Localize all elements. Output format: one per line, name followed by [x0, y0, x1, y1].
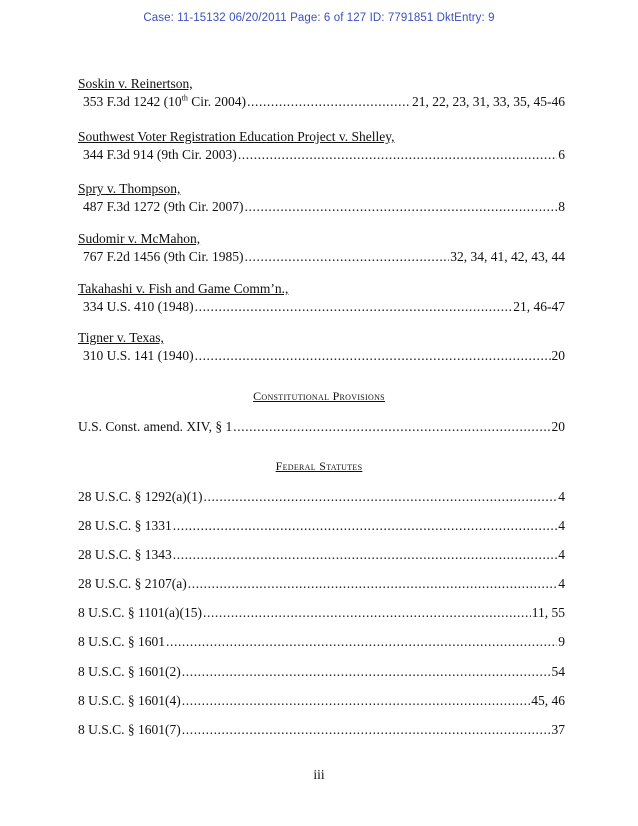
page-references: 32, 34, 41, 42, 43, 44 — [450, 249, 565, 264]
case-name: Soskin v. Reinertson, — [78, 76, 193, 91]
dot-leader — [182, 721, 551, 739]
authority-entry — [78, 575, 565, 593]
case-entry — [78, 128, 565, 164]
authority-entry — [78, 721, 565, 739]
page-references: 8 — [558, 199, 565, 214]
case-name: Tigner v. Texas, — [78, 330, 164, 345]
authority-citation: U.S. Const. amend. XIV, § 1 — [78, 419, 233, 434]
authority-citation: 8 U.S.C. § 1601(4) — [78, 693, 181, 708]
case-entry — [78, 329, 565, 365]
dot-leader — [238, 146, 557, 164]
case-name: Southwest Voter Registration Education Project v. Shelley, — [78, 129, 395, 144]
dot-leader — [173, 546, 557, 564]
case-name: Takahashi v. Fish and Game Comm’n., — [78, 281, 289, 296]
authority-entry — [78, 546, 565, 564]
page-references: 21, 22, 23, 31, 33, 35, 45-46 — [412, 94, 565, 109]
section-heading-constitutional: Constitutional Provisions — [253, 389, 385, 403]
case-entry — [78, 230, 565, 266]
authority-citation: 8 U.S.C. § 1601(7) — [78, 722, 181, 737]
page-references: 45, 46 — [531, 693, 565, 708]
page-number: iii — [313, 767, 325, 782]
dot-leader — [182, 692, 530, 710]
page-references: 37 — [551, 722, 565, 737]
page-references: 9 — [558, 634, 565, 649]
case-entry — [78, 280, 565, 316]
dot-leader — [173, 517, 557, 535]
dot-leader — [195, 298, 513, 316]
page-references: 4 — [558, 576, 565, 591]
page-references: 21, 46-47 — [513, 299, 565, 314]
case-name: Sudomir v. McMahon, — [78, 231, 201, 246]
page-references: 54 — [551, 664, 565, 679]
case-citation: 334 U.S. 410 (1948) — [83, 299, 194, 314]
case-citation: 767 F.2d 1456 (9th Cir. 1985) — [83, 249, 244, 264]
dot-leader — [203, 604, 531, 622]
authority-citation: 28 U.S.C. § 1343 — [78, 547, 172, 562]
authority-citation: 8 U.S.C. § 1101(a)(15) — [78, 605, 202, 620]
case-entry — [78, 180, 565, 216]
dot-leader — [166, 633, 557, 651]
case-header: Case: 11-15132 06/20/2011 Page: 6 of 127 ID: 7791851 DktEntry: 9 — [143, 12, 495, 24]
authority-citation: 28 U.S.C. § 1292(a)(1) — [78, 489, 203, 504]
page-references: 20 — [551, 419, 565, 434]
authority-entry — [78, 517, 565, 535]
dot-leader — [195, 347, 551, 365]
case-citation: 344 F.3d 914 (9th Cir. 2003) — [83, 147, 237, 162]
page-references: 4 — [558, 547, 565, 562]
dot-leader — [182, 663, 551, 681]
authority-entry — [78, 604, 565, 622]
section-heading-statutes: Federal Statutes — [275, 459, 363, 473]
authority-entry — [78, 488, 565, 506]
case-citation: 310 U.S. 141 (1940) — [83, 348, 194, 363]
dot-leader — [233, 418, 550, 436]
authority-citation: 28 U.S.C. § 2107(a) — [78, 576, 187, 591]
page-references: 4 — [558, 518, 565, 533]
page-references: 4 — [558, 489, 565, 504]
authority-entry — [78, 663, 565, 681]
dot-leader — [188, 575, 558, 593]
case-name: Spry v. Thompson, — [78, 181, 181, 196]
dot-leader — [204, 488, 558, 506]
dot-leader — [247, 93, 411, 111]
case-citation: 353 F.3d 1242 (10th Cir. 2004) — [83, 93, 247, 109]
authority-citation: 28 U.S.C. § 1331 — [78, 518, 172, 533]
dot-leader — [245, 198, 558, 216]
case-citation: 487 F.3d 1272 (9th Cir. 2007) — [83, 199, 244, 214]
authority-entry — [78, 418, 565, 436]
dot-leader — [245, 248, 450, 266]
authority-entry — [78, 633, 565, 651]
authority-entry — [78, 692, 565, 710]
page-references: 6 — [558, 147, 565, 162]
page-references: 11, 55 — [531, 605, 565, 620]
case-entry — [78, 75, 565, 111]
authority-citation: 8 U.S.C. § 1601 — [78, 634, 166, 649]
authority-citation: 8 U.S.C. § 1601(2) — [78, 664, 181, 679]
page-references: 20 — [551, 348, 565, 363]
